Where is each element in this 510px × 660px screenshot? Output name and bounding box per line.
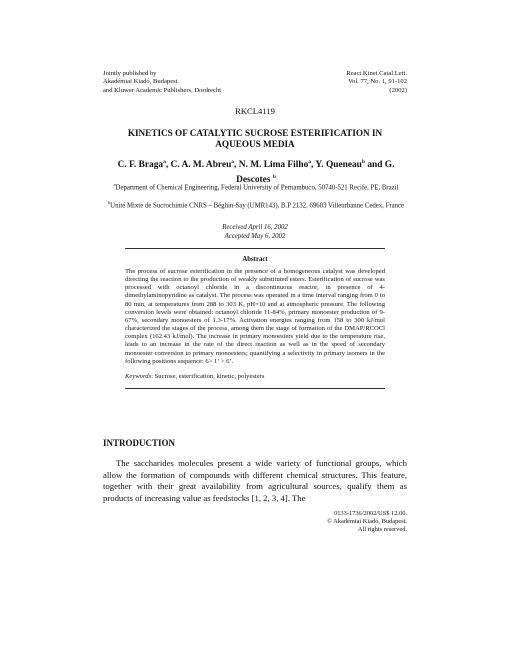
author-separator: , [234, 160, 239, 171]
keywords-text: : Sucrose, esterification, kinetic, polyesters [151, 373, 265, 380]
article-code: RKCL4119 [235, 106, 275, 116]
journal-name: React.Kinet.Catal.Lett. [346, 70, 407, 77]
publisher-line: Akadémiai Kiadó, Budapest [103, 78, 178, 86]
copyright-line: All rights reserved. [357, 526, 407, 534]
publisher-info [103, 70, 221, 95]
author-name: G. Descotes [236, 160, 395, 186]
affiliation-mark: b [107, 200, 111, 205]
copyright-line: © Akadémiai Kiadó, Budapest. [327, 518, 407, 526]
affiliation-mark: a [163, 159, 166, 165]
affiliation-mark: a [308, 159, 312, 165]
copyright-line: 0133-1736/2002/US$ 12.00. [334, 510, 407, 517]
copyright-notice [327, 510, 407, 535]
affiliation-mark: b [361, 159, 365, 165]
journal-info [346, 70, 407, 95]
accepted-date: Accepted May 6, 2002 [224, 232, 286, 240]
affiliation-b [104, 199, 408, 210]
author-name: C. A. M. Abreu [170, 160, 232, 171]
affiliation-mark: b [272, 174, 276, 181]
abstract-bottom-rule [125, 388, 385, 389]
affiliation-mark: a [113, 182, 116, 187]
publisher-line: and Kluwer Academic Publishers, Dordrecht [103, 86, 222, 94]
submission-dates [0, 224, 510, 241]
publisher-line: Jointly published by [103, 70, 157, 77]
author-separator: , [165, 160, 171, 171]
abstract-heading: Abstract [242, 256, 268, 263]
keywords [125, 373, 385, 380]
affiliation-a [104, 181, 408, 192]
affiliation-mark: a [231, 159, 235, 165]
author-separator: and [364, 160, 385, 171]
keywords-label: Keywords [125, 373, 152, 380]
affiliation-text: Unité Mixte de Sucrochimie CNRS – Béghin-Say (UMR143), B.P 2132, 69603 Villeurbanne Cedex, France [110, 202, 405, 210]
section-heading: INTRODUCTION [103, 438, 176, 448]
author-name: Y. Queneau [315, 160, 362, 171]
author-name: N. M. Lima Filho [238, 160, 309, 171]
abstract-top-rule [125, 248, 385, 249]
abstract-text: The process of sucrose esterification in the presence of a homogeneous catalyst was developed directing the reaction to the production of weakly substituted esters. Esterification of sucrose was processed with octanoyl chloride in a discontinuous reactor, in presence of 4-dimethylaminopyridine as catalyst. The process was operated in a time interval ranging from 0 to 80 min, at temperatures from 288 to 303 K, pH=10 and at atmospheric pressure. The following conversion levels were obtained: octanoyl chloride 11-84%, primary monoester production of 9-67%, secondary monoesters of 1.3-17%. Activation energies ranging from 158 to 300 kJ/mol characterized the stages of the process, among them the stage of formation of the DMAP/RCOCl complex (162.43 kJ/mol). The increase in primary monoesters yield due to the temperature rise, leads to an increase in the rate of the direct reaction as well as in the speed of secondary monoester conversion to primary monoesters; quantifying a selectivity in primary isomers in the following positions sequence: 6> 1’ > 6’. [125, 268, 385, 365]
intro-paragraph: The saccharides molecules present a wide variety of functional groups, which allow the formation of compounds with different chemical structures. This feature, together with their great availability from agricultural sources, qualify them as products of increasing value as feedstocks [1, 2, 3, 4]. The [103, 458, 407, 503]
received-date: Received April 16, 2002 [222, 224, 288, 231]
affiliation-text: Department of Chemical Engineering, Federal University of Pernambuco, 50740-521 Recife, PE, Brazil [115, 184, 399, 192]
journal-volume: Vol. 77, No. 1, 91-102 [348, 78, 407, 86]
paper-title: KINETICS OF CATALYTIC SUCROSE ESTERIFICATION IN AQUEOUS MEDIA [127, 128, 383, 149]
author-name: C. F. Braga [117, 160, 164, 171]
author-separator: , [311, 160, 316, 171]
journal-year: (2002) [389, 86, 407, 94]
